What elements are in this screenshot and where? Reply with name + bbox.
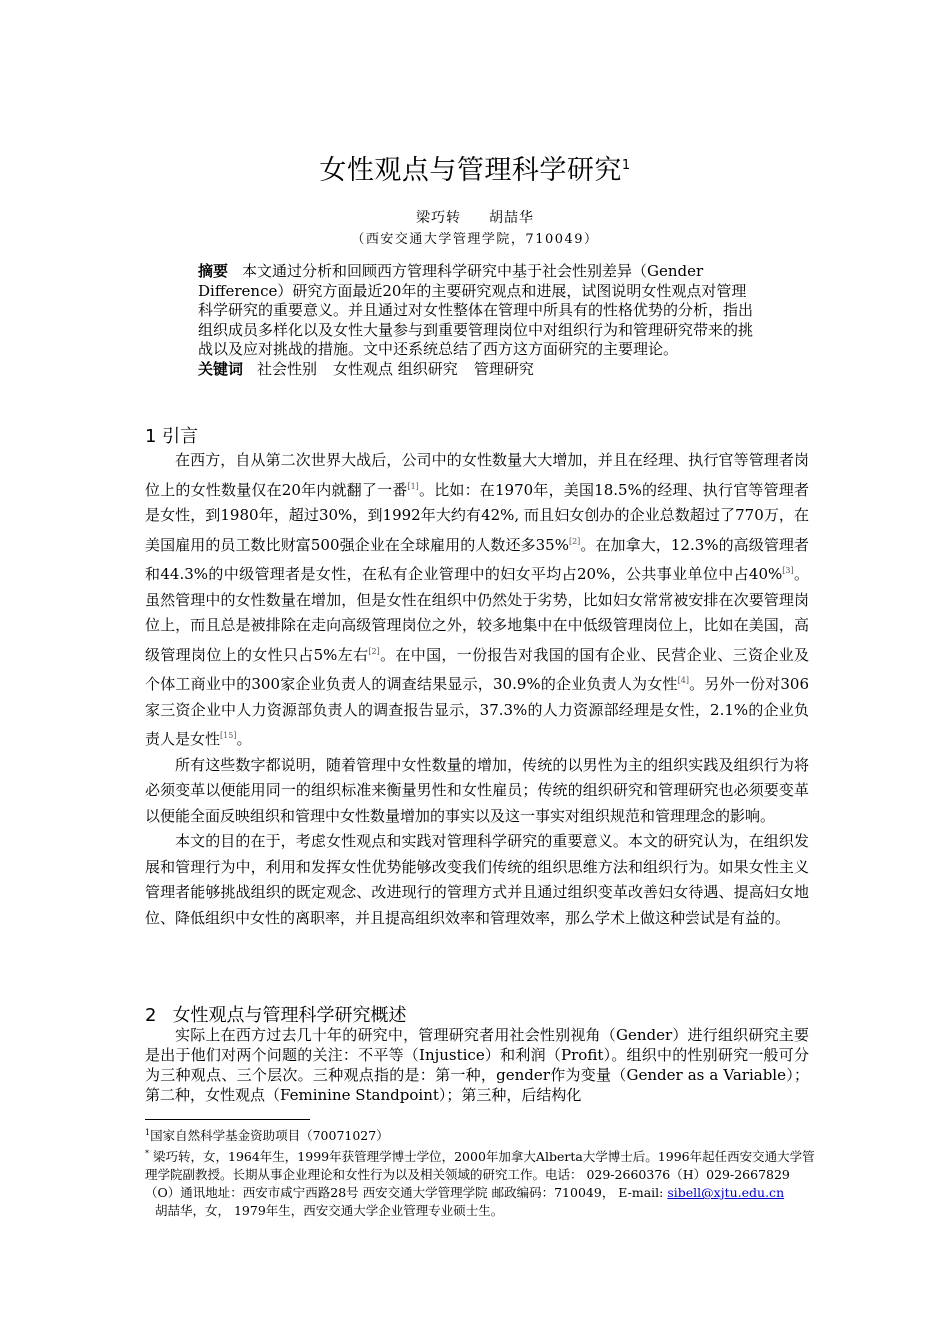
citation-ref: [3] [782,566,794,575]
paragraph: 实际上在西方过去几十年的研究中，管理研究者用社会性别视角（Gender）进行组织研究主要是出于他们对两个问题的关注：不平等（Injustice）和利润（Profit）。组织中的性别研究一般可分为三种观点、三个层次。三种观点指的是：第一种，gender作为变量（Gender as a Variable）；第二种，女性观点（Feminine Standpoint）；第三种，后结构化 [145,1026,809,1104]
text-run: 在西方，自从第二次世界大战后，公司中的女性数量大大增加，并且在经理、执行官等管理者岗位上的女性数量仅在20年内就翻了一番 [145,451,809,499]
footnotes [145,1124,817,1220]
keyword-3: 管理研究 [473,359,534,378]
affiliation: （西安交通大学管理学院，710049） [351,232,599,247]
abstract-text: 本文通过分析和回顾西方管理科学研究中基于社会性别差异（Gender Difference）研究方面最近20年的主要研究观点和进展，试图说明女性观点对管理科学研究的重要意义。并且通过对女性整体在管理中所具有的性格优势的分析，指出组织成员多样化以及女性大量参与到重要管理岗位中对组织行为和管理研究带来的挑战以及应对挑战的措施。文中还系统总结了西方这方面研究的主要理论。 [198,262,754,358]
text-run: 。在中国，一份报告对我国的国有企业、民营企业、三资企业及个体工商业中的300家企业负责人的调查结果显示，30.9%的企业负责人为女性 [145,645,809,693]
authors [0,207,950,227]
text-run: 。另外一份对306家三资企业中人力资源部负责人的调查报告显示，37.3%的人力资源部经理是女性，2.1%的企业负责人是女性 [145,675,809,748]
section-2-title: 女性观点与管理科学研究概述 [172,1005,407,1026]
paragraph: 所有这些数字都说明，随着管理中女性数量的增加，传统的以男性为主的组织实践及组织行为将必须变革以便能用同一的组织标准来衡量男性和女性雇员；传统的组织研究和管理研究也必须要变革以便能全面反映组织和管理中女性数量增加的事实以及这一事实对组织规范和管理理念的影响。 [145,755,809,825]
footnote-2 [145,1145,817,1202]
citation-ref: [1] [407,481,419,491]
email-link[interactable]: sibell@xjtu.edu.cn [667,1185,785,1201]
section-1-heading: 1 引言 [145,426,199,447]
keywords-label: 关键词 [198,359,244,378]
abstract-body [198,262,758,360]
section-2-body [145,1025,809,1105]
citation-ref: [15] [220,731,237,740]
text-run: 。在加拿大，12.3%的高级管理者和44.3%的中级管理者是女性，在私有企业管理中的妇女平均占20%，公共事业单位中占40% [145,535,809,583]
title-text: 女性观点与管理科学研究 [319,155,622,186]
citation-ref: [2] [368,646,380,656]
keywords [198,360,758,380]
section-1-body [145,448,809,931]
citation-ref: [2] [568,536,581,546]
paragraph [145,448,809,753]
text-run: 。比如：在1970年，美国18.5%的经理、执行官等管理者是女性，到1980年，超过30%，到1992年大约有42%, 而且妇女创办的企业总数超过了770万，在美国雇用的员工数比财富500强企业在全球雇用的人数还多35% [145,480,810,554]
keyword-2: 女性观点 组织研究 [333,359,458,378]
author-1: 梁巧转 [416,210,461,226]
abstract-label: 摘要 [198,262,229,280]
title-footnote-mark: 1 [621,158,631,173]
paper-title [0,148,950,187]
footnote-text: 梁巧转，女，1964年生，1999年获管理学博士学位，2000年加拿大Alberta大学博士后。1996年起任西安交通大学管理学院副教授。长期从事企业理论和女性行为以及相关领域的研究工作。电话： 029-2660376（H）029-2667829（O）通讯地址：西安市咸宁西路28号 西安交通大学管理学院 邮政编码：710049， E-mail: [145,1149,815,1201]
text-run: 。虽然管理中的女性数量在增加，但是女性在组织中仍然处于劣势，比如妇女常常被安排在次要管理岗位上，而且总是被排除在走向高级管理岗位之外，较多地集中在中低级管理岗位上，比如在美国，高级管理岗位上的女性只占5%左右 [145,565,809,664]
footnote-text: 国家自然科学基金资助项目（70071027） [150,1128,389,1144]
paragraph: 本文的目的在于，考虑女性观点和实践对管理科学研究的重要意义。本文的研究认为，在组织发展和管理行为中，利用和发挥女性优势能够改变我们传统的组织思维方法和组织行为。如果女性主义管理者能够挑战组织的既定观念、改进现行的管理方式并且通过组织变革改善妇女待遇、提高妇女地位、降低组织中女性的离职率，并且提高组织效率和管理效率，那么学术上做这种尝试是有益的。 [145,832,809,927]
footnote-mark: * [145,1149,149,1159]
footnote-mark: 1 [145,1128,151,1137]
section-2-number: 2 [145,1005,157,1026]
footnote-divider [145,1119,310,1120]
author-2: 胡喆华 [489,210,534,226]
section-2-heading [145,1001,406,1027]
keyword-1: 社会性别 [257,359,318,378]
abstract [198,262,758,379]
text-run: 。 [236,730,252,748]
footnote-1 [145,1124,817,1145]
citation-ref: [4] [677,676,689,685]
footnote-3: 胡喆华，女， 1979年生，西安交通大学企业管理专业硕士生。 [155,1203,504,1219]
